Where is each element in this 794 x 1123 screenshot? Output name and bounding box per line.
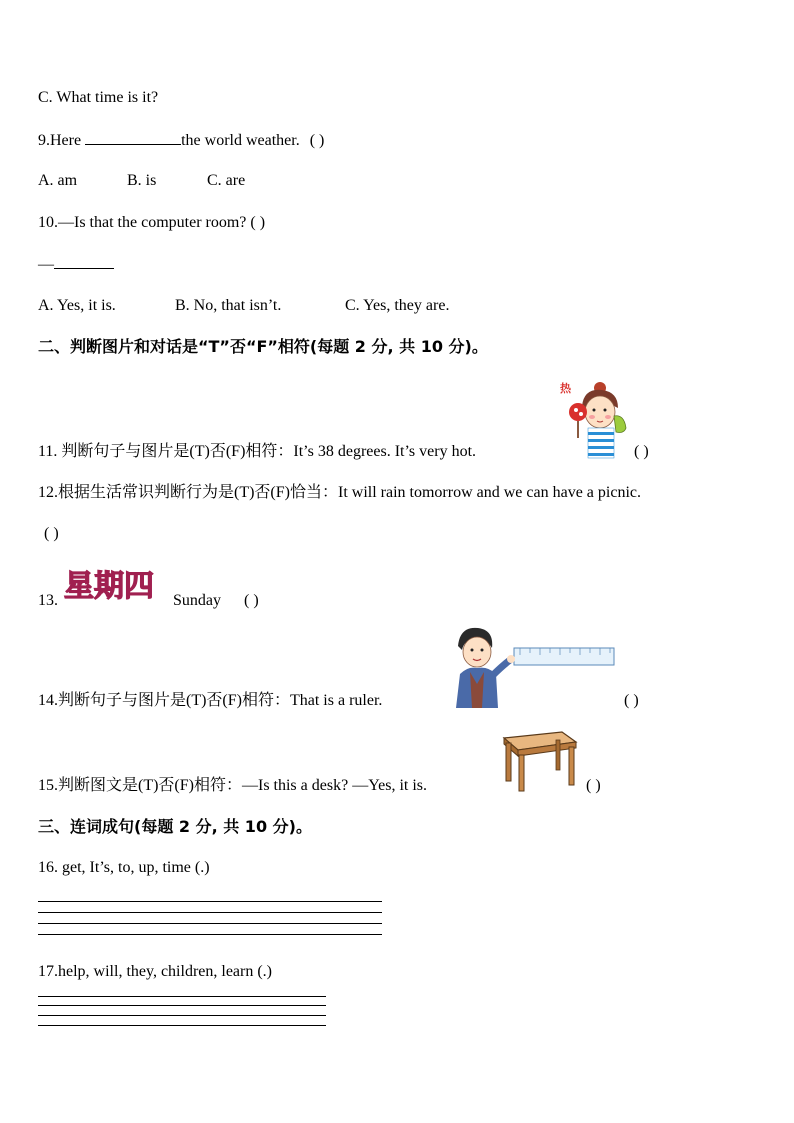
q15-text: 15.判断图文是(T)否(F)相符：—Is this a desk? —Yes, it is. [38, 777, 428, 794]
q14-answer-paren[interactable]: ( ) [624, 692, 639, 709]
q14-text: 14.判断句子与图片是(T)否(F)相符：That is a ruler. [38, 692, 383, 709]
q9-option-a[interactable]: A. am [38, 172, 78, 189]
q10-answer-line [38, 254, 114, 275]
q16-writing-line-1[interactable] [38, 901, 382, 902]
q10-answer-blank[interactable] [54, 254, 114, 269]
thursday-image-text: 星期四 [64, 569, 154, 604]
q17-writing-line-1[interactable] [38, 996, 326, 997]
q9-answer-paren[interactable]: ( ) [309, 132, 325, 149]
q10-option-c[interactable]: C. Yes, they are. [345, 297, 450, 314]
q16-writing-line-3[interactable] [38, 923, 382, 924]
q9-option-c[interactable]: C. are [207, 172, 246, 189]
q13-answer-paren[interactable]: ( ) [244, 592, 259, 609]
q15-answer-paren[interactable]: ( ) [586, 777, 601, 794]
q9-answer-blank[interactable] [85, 130, 181, 145]
q9-prefix: 9.Here [38, 132, 86, 149]
q9-suffix: the world weather. [181, 132, 300, 149]
q17-writing-line-3[interactable] [38, 1015, 326, 1016]
q17-words: 17.help, will, they, children, learn (.) [38, 963, 272, 980]
q17-writing-line-4[interactable] [38, 1025, 326, 1026]
q10-answer-dash: — [38, 256, 54, 273]
section-3-title: 三、连词成句(每题 2 分, 共 10 分)。 [38, 817, 312, 836]
thursday-image [60, 562, 168, 604]
hot-char: 热 [560, 382, 571, 395]
q10-options [38, 296, 449, 316]
q9-option-b[interactable]: B. is [127, 172, 157, 189]
hot-girl-icon [558, 376, 634, 460]
q10-option-b[interactable]: B. No, that isn’t. [175, 297, 282, 314]
section-2-title: 二、判断图片和对话是“T”否“F”相符(每题 2 分, 共 10 分)。 [38, 337, 488, 356]
q9-question [38, 130, 324, 151]
boy-ruler-icon [444, 622, 618, 708]
q17-writing-line-2[interactable] [38, 1005, 326, 1006]
q10-option-a[interactable]: A. Yes, it is. [38, 297, 116, 314]
q8-option-c: C. What time is it? [38, 89, 159, 106]
q16-writing-line-2[interactable] [38, 912, 382, 913]
q13-word: Sunday [173, 592, 221, 609]
q16-words: 16. get, It’s, to, up, time (.) [38, 859, 210, 876]
desk-icon [500, 728, 578, 792]
q11-answer-paren[interactable]: ( ) [634, 443, 649, 460]
q12-answer-paren[interactable]: ( ) [44, 525, 59, 542]
q9-options [38, 171, 245, 191]
q13-number: 13. [38, 592, 58, 609]
q12-text: 12.根据生活常识判断行为是(T)否(F)恰当：It will rain tomorrow and we can have a picnic. [38, 484, 641, 501]
q16-writing-line-4[interactable] [38, 934, 382, 935]
q10-question: 10.—Is that the computer room? ( ) [38, 214, 266, 231]
q11-text: 11. 判断句子与图片是(T)否(F)相符：It’s 38 degrees. It’s very hot. [38, 443, 477, 460]
